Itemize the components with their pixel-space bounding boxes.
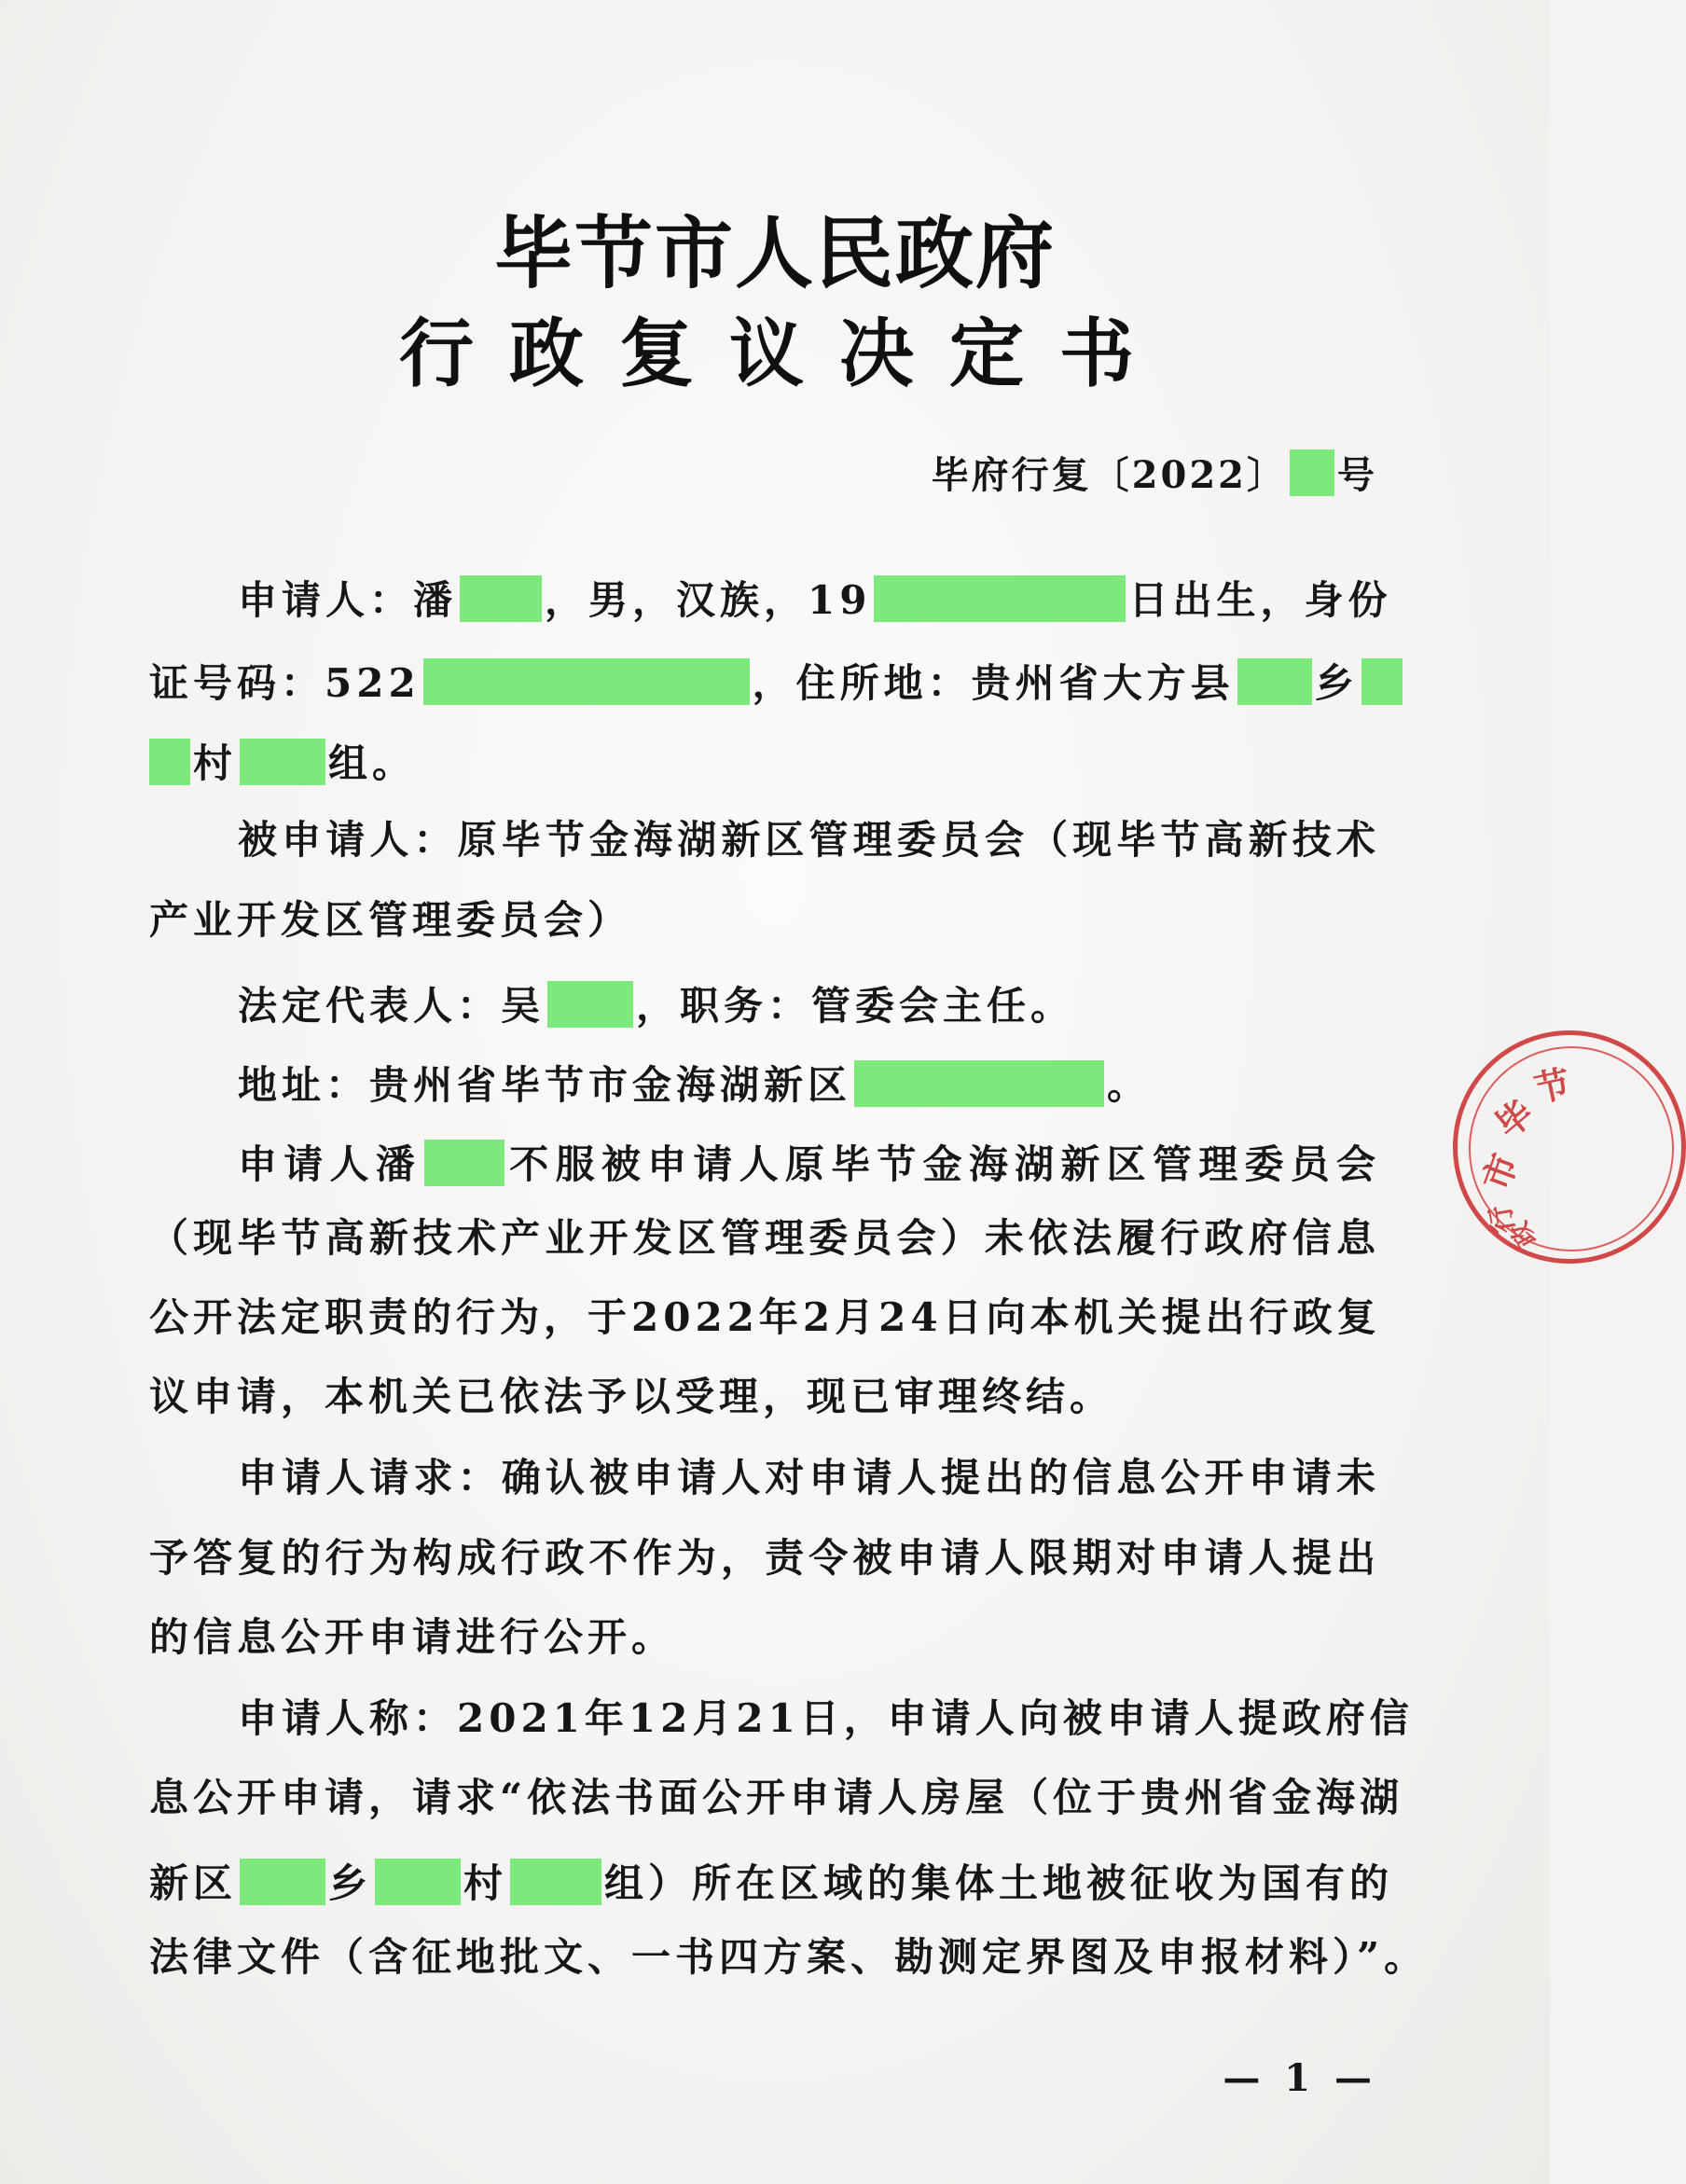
text-run: 息公开申请，请求“依法书面公开申请人房屋（位于贵州省金海湖 (149, 1775, 1404, 1820)
text-run: 地址：贵州省毕节市金海湖新区 (238, 1062, 852, 1108)
text-run: ，住所地：贵州省大方县 (752, 660, 1235, 706)
paragraph-line (149, 1934, 1429, 1980)
paragraph-line (149, 658, 1380, 705)
text-run: 的信息公开申请进行公开。 (149, 1614, 676, 1660)
paragraph-line (238, 1060, 1380, 1107)
text-run: 新区 (149, 1860, 238, 1906)
document-number-prefix: 毕府行复〔2022〕 (931, 453, 1287, 497)
text-run: 法定代表人：吴 (238, 983, 546, 1029)
document-number-suffix: 号 (1337, 453, 1377, 497)
text-run: （现毕节高新技术产业开发区管理委员会）未依法履行政府信息 (149, 1215, 1380, 1261)
text-run: 申请人潘 (238, 1141, 422, 1187)
redaction-block (854, 1060, 1104, 1107)
redaction-block (423, 658, 750, 705)
issuing-authority-title: 毕节市人民政府 (493, 207, 1056, 299)
redaction-block (240, 1859, 325, 1905)
text-run: 被申请人：原毕节金海湖新区管理委员会（现毕节高新技术 (238, 817, 1380, 863)
text-run: 日出生，身份 (1128, 577, 1392, 623)
text-run: 议申请，本机关已依法予以受理，现已审理终结。 (149, 1374, 1114, 1419)
text-run: 申请人：潘 (238, 577, 458, 623)
paragraph-line (149, 897, 1380, 943)
seal-glyph: 毕 (1486, 1091, 1541, 1147)
text-run: 公开法定职责的行为，于2022年2月24日向本机关提出行政复 (149, 1294, 1381, 1340)
text-run: 产业开发区管理委员会） (149, 897, 632, 943)
paragraph-line (149, 1294, 1381, 1340)
page-number: — 1 — (1223, 2056, 1377, 2100)
paragraph-line (149, 1775, 1404, 1820)
text-run: 乡 (328, 1860, 373, 1906)
text-run: ，职务：管委会主任。 (636, 983, 1075, 1029)
seal-glyph: 市 (1474, 1147, 1527, 1196)
redaction-block (1290, 449, 1334, 496)
text-run: 乡 (1314, 660, 1359, 706)
redaction-block (460, 575, 542, 622)
paragraph-line (149, 1859, 1394, 1906)
paragraph-line (238, 1455, 1380, 1500)
text-run: 组）所在区域的集体土地被征收为国有的 (604, 1860, 1394, 1906)
redaction-block (547, 981, 633, 1028)
text-run: 村 (463, 1860, 508, 1906)
paragraph-line (238, 817, 1380, 863)
paragraph-line (238, 1695, 1414, 1741)
redaction-block (375, 1859, 461, 1905)
seal-glyph: 行 (1484, 1202, 1522, 1237)
text-run: 村 (193, 740, 238, 786)
seal-glyph: 政 (1505, 1216, 1542, 1252)
paragraph-line (238, 981, 1380, 1028)
text-run: 。 (1107, 1062, 1152, 1108)
redaction-block (1361, 658, 1403, 705)
paragraph-line (238, 1140, 1380, 1186)
text-run: ，男，汉族，19 (545, 577, 872, 623)
document-type-title: 行政复议决定书 (399, 310, 1169, 397)
paragraph-line (149, 1374, 1380, 1419)
text-run: 法律文件（含征地批文、一书四方案、勘测定界图及申报材料）”。 (149, 1934, 1429, 1980)
redaction-block (874, 575, 1126, 622)
redaction-block (149, 739, 190, 785)
text-run: 予答复的行为构成行政不作为，责令被申请人限期对申请人提出 (149, 1535, 1380, 1581)
text-run: 申请人称：2021年12月21日，申请人向被申请人提政府信 (238, 1695, 1414, 1741)
redaction-block (424, 1140, 504, 1186)
paragraph-line (149, 739, 1380, 785)
redaction-block (510, 1859, 601, 1905)
paragraph-line (238, 575, 1392, 623)
document-number (932, 446, 1377, 499)
seal-glyph: 节 (1530, 1061, 1574, 1111)
text-run: 申请人请求：确认被申请人对申请人提出的信息公开申请未 (238, 1455, 1380, 1500)
redaction-block (1237, 658, 1312, 705)
official-seal (1453, 1030, 1686, 1264)
redaction-block (240, 739, 325, 785)
paragraph-line (149, 1215, 1380, 1261)
paragraph-line (149, 1535, 1380, 1581)
text-run: 不服被申请人原毕节金海湖新区管理委员会 (507, 1141, 1380, 1187)
text-run: 组。 (328, 740, 417, 786)
paragraph-line (149, 1614, 1380, 1660)
text-run: 证号码：522 (149, 660, 421, 706)
